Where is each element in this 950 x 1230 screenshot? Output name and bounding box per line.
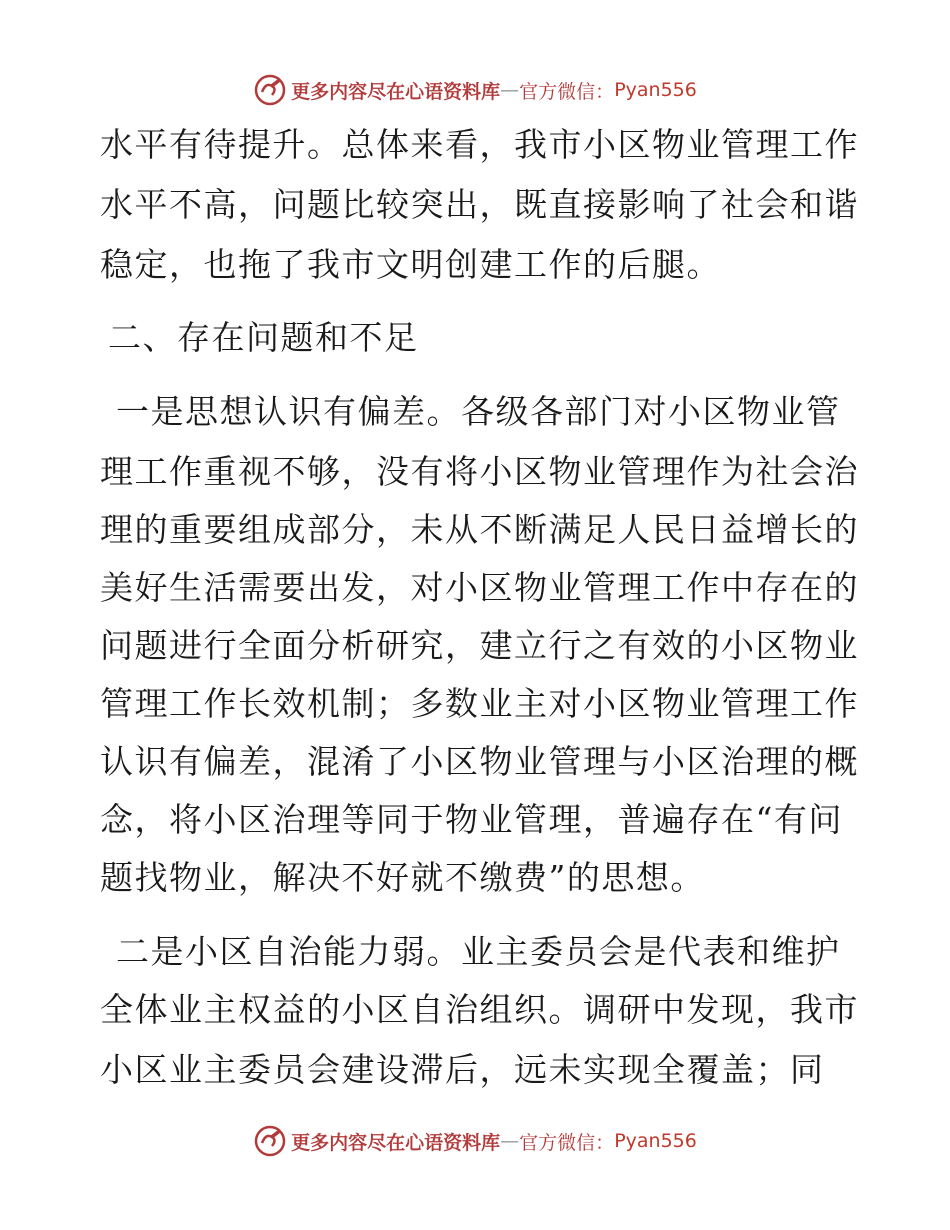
- body-line: 认识有偏差，混淆了小区物业管理与小区治理的概: [100, 742, 859, 781]
- body-line: 美好生活需要出发，对小区物业管理工作中存在的: [100, 568, 859, 607]
- body-line: 理工作重视不够，没有将小区物业管理作为社会治: [100, 452, 859, 491]
- watermark-separator: —: [500, 1130, 520, 1152]
- body-line: 一是思想认识有偏差。各级各部门对小区物业管: [116, 392, 841, 431]
- watermark-official-label: 官方微信：: [519, 80, 615, 103]
- logo-icon: [253, 1124, 287, 1158]
- body-line: 念，将小区治理等同于物业管理，普遍存在“有问: [100, 800, 843, 839]
- watermark-wechat-id: Pyan556: [614, 1130, 697, 1152]
- section-heading: 二、存在问题和不足: [108, 318, 419, 357]
- body-line: 水平不高，问题比较突出，既直接影响了社会和谐: [100, 185, 859, 224]
- watermark-main-text: 更多内容尽在心语资料库: [291, 80, 501, 103]
- body-line: 全体业主权益的小区自治组织。调研中发现，我市: [100, 990, 859, 1029]
- body-line: 稳定，也拖了我市文明创建工作的后腿。: [100, 245, 721, 284]
- watermark-separator: —: [500, 79, 520, 101]
- watermark-footer: [0, 1121, 950, 1161]
- watermark-main-text: 更多内容尽在心语资料库: [291, 1131, 501, 1154]
- body-line: 问题进行全面分析研究，建立行之有效的小区物业: [100, 626, 859, 665]
- logo-icon: [253, 73, 287, 107]
- body-line: 题找物业，解决不好就不缴费”的思想。: [100, 858, 705, 897]
- body-line: 二是小区自治能力弱。业主委员会是代表和维护: [116, 932, 841, 971]
- watermark-official-label: 官方微信：: [519, 1131, 615, 1154]
- body-line: 理的重要组成部分，未从不断满足人民日益增长的: [100, 510, 859, 549]
- watermark-wechat-id: Pyan556: [614, 79, 697, 101]
- body-line: 管理工作长效机制；多数业主对小区物业管理工作: [100, 684, 859, 723]
- watermark-header: [0, 70, 950, 110]
- body-line: 水平有待提升。总体来看，我市小区物业管理工作: [100, 125, 859, 164]
- body-line: 小区业主委员会建设滞后，远未实现全覆盖；同: [100, 1050, 825, 1089]
